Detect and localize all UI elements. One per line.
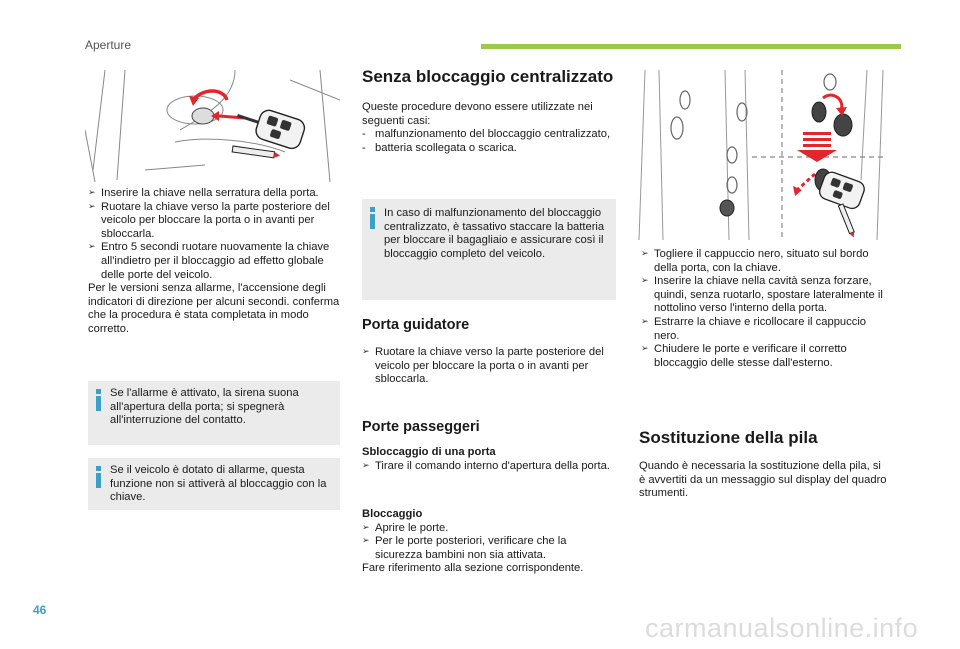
list-item: - batteria scollegata o scarica. <box>362 141 517 154</box>
list-item: ➢ Ruotare la chiave verso la parte posteriore del veicolo per bloccare la porta o in avanti per sbloccarla. <box>362 346 604 386</box>
list-item: ➢ Ruotare la chiave verso la parte posteriore del veicolo per bloccare la porta o in avanti per sbloccarla. <box>88 200 330 240</box>
section-accent-bar <box>481 44 901 49</box>
alarm-function-note: Se il veicolo è dotato di allarme, questa funzione non si attiverà al bloccaggio con la chiave. <box>88 458 340 510</box>
bullet-arrow-icon: ➢ <box>641 276 649 287</box>
bullet-arrow-icon: ➢ <box>362 536 370 547</box>
list-item: ➢ Chiudere le porte e verificare il corretto bloccaggio delle stesse dall'esterno. <box>641 343 847 369</box>
info-icon <box>96 389 101 411</box>
driver-door-instructions <box>362 346 616 387</box>
section-title: Aperture <box>85 38 132 52</box>
bullet-arrow-icon: ➢ <box>641 316 649 327</box>
no-central-locking-intro: Queste procedure devono essere utilizzate nei seguenti casi: - malfunzionamento del bloccaggio centralizzato, - batteria scollegata o scarica. <box>362 101 616 155</box>
list-item: ➢ Tirare il comando interno d'apertura della porta. <box>362 459 610 472</box>
bullet-arrow-icon: ➢ <box>641 344 649 355</box>
bullet-arrow-icon: ➢ <box>88 242 96 253</box>
bullet-arrow-icon: ➢ <box>362 347 370 357</box>
bullet-arrow-icon: ➢ <box>641 249 649 259</box>
battery-replacement-heading: Sostituzione della pila <box>639 428 818 447</box>
right-instructions <box>641 248 889 370</box>
section-heading-no-central-locking: Senza bloccaggio centralizzato <box>362 67 614 86</box>
door-lock-key-illustration <box>85 70 340 182</box>
left-instructions <box>88 187 340 337</box>
bullet-arrow-icon: ➢ <box>88 201 96 212</box>
info-icon <box>370 207 375 229</box>
alarm-note: Se l'allarme è attivato, la sirena suona all'apertura della porta; si spegnerà all'interruzione del contatto. <box>88 381 340 445</box>
list-item: ➢ Entro 5 secondi ruotare nuovamente la chiave all'indietro per il bloccaggio ad effetto globale delle porte del veicolo. <box>88 241 330 281</box>
battery-replacement-text: Quando è necessaria la sostituzione della pila, si è avvertiti da un messaggio sul display del quadro strumenti. <box>639 460 887 500</box>
bullet-arrow-icon: ➢ <box>362 522 370 533</box>
bullet-arrow-icon: ➢ <box>88 188 96 198</box>
battery-disconnect-note: In caso di malfunzionamento del bloccaggio centralizzato, è tassativo staccare la batteria per bloccare il bagagliaio e assicurare così il bloccaggio completo del veicolo. <box>362 199 616 300</box>
list-item: ➢ Aprire le porte. <box>362 521 449 534</box>
bullet-arrow-icon: ➢ <box>362 460 370 471</box>
list-item: ➢ Togliere il cappuccio nero, situato sul bordo della porta, con la chiave. <box>641 248 869 274</box>
page-number: 46 <box>33 603 47 617</box>
passenger-doors-heading: Porte passeggeri <box>362 419 480 435</box>
reference-text: Fare riferimento alla sezione corrispondente. <box>362 562 584 575</box>
door-edge-lock-illustration <box>637 70 887 240</box>
passenger-doors-unlock: Sbloccaggio di una porta ➢ Tirare il comando interno d'apertura della porta. <box>362 446 616 473</box>
driver-door-heading: Porta guidatore <box>362 317 470 333</box>
list-item: ➢ Inserire la chiave nella cavità senza forzare, quindi, senza ruotarlo, spostare lateralmente il nottolino verso l'interno della porta. <box>641 275 883 315</box>
list-item: - malfunzionamento del bloccaggio centralizzato, <box>362 128 611 141</box>
watermark: carmanualsonline.info <box>645 613 919 643</box>
list-item: ➢ Per le porte posteriori, verificare che la sicurezza bambini non sia attivata. <box>362 535 567 561</box>
list-item: ➢ Estrarre la chiave e ricollocare il cappuccio nero. <box>641 315 867 342</box>
info-icon <box>96 466 101 488</box>
passenger-doors-lock: Bloccaggio ➢ Aprire le porte. ➢ Per le porte posteriori, verificare che la sicurezza bambini non sia attivata. Fare riferimento alla sezione corrispondente. <box>362 508 616 576</box>
alarm-paragraph: Per le versioni senza allarme, l'accensione degli indicatori di direzione per alcuni secondi. conferma che la procedura è stata completata in modo corretto. <box>88 282 340 335</box>
list-item: ➢ Inserire la chiave nella serratura della porta. <box>88 187 319 199</box>
